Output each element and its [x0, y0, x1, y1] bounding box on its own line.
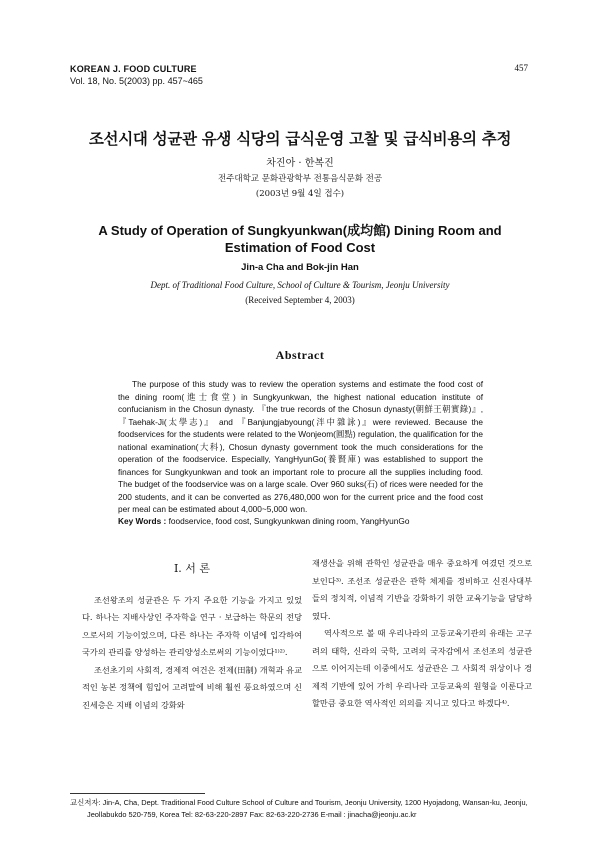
corresponding-author-note: [70, 797, 530, 821]
korean-received-date: (2003년 9월 4일 접수): [255, 189, 345, 199]
korean-authors: 차진아 · 한복진: [266, 158, 334, 169]
english-title-line2: Estimation of Food Cost: [224, 240, 376, 255]
body-column-right: [312, 555, 532, 713]
paragraph: 역사적으로 볼 때 우리나라의 고등교육기관의 유래는 고구려의 태학, 신라의 국학, 고려의 국자감에서 조선조의 성균관으로 이어지는데 이중에서도 성균관은 그 사회적 위상이나 경제적 기반에 있어 가히 우리나라 고등교육의 원형을 이룬다고 할만큼 중요한 역사적인 의의를 지니고 있다고 하겠다⁴⁾.: [312, 628, 532, 708]
journal-header: [70, 63, 203, 87]
page-number: 457: [514, 63, 528, 73]
volume-info: Vol. 18, No. 5(2003) pp. 457~465: [70, 76, 203, 86]
keywords: [118, 516, 498, 526]
corresponding-line1: 교신저자: Jin-A, Cha, Dept. Traditional Food Culture School of Culture and Tourism, Jeonju University, 1200 Hyojadong, Wansan-ku, Jeonju,: [70, 798, 528, 807]
korean-affiliation: 전주대학교 문화관광학부 전통음식문화 전공: [217, 174, 383, 184]
paragraph: 조선초기의 사회적, 경제적 여건은 전제(田制) 개혁과 유교적인 농본 정책에 힘입어 고려말에 비해 훨씬 풍요하였으며 신진세층은 지배 이념의 강화와: [82, 664, 302, 710]
korean-title: 조선시대 성균관 유생 식당의 급식운영 고찰 및 급식비용의 추정: [88, 130, 512, 148]
body-column-left: [82, 555, 302, 714]
journal-name: KOREAN J. FOOD CULTURE: [70, 64, 197, 74]
english-authors: Jin-a Cha and Bok-jin Han: [241, 262, 359, 273]
abstract-text: The purpose of this study was to review the operation systems and estimate the food cost of the dining room(進士食堂) in Sungkyunkwan, the highest national education institute of confucianism in the Chosun dynasty. 『the true records of the Chosun dynasty(朝鮮王朝實錄)』, 『Taehak-Ji(太學志)』 and 『Banjungjabyoung(泮中雜詠)』were reviewed. Because the foodservices for the students were related to the Wonjeom(圓點) regulation, the qualification for the national examination(大科), Chosun dynasty government took the much considerations for the operation of the foodservice. Especially, YangHyunGo(養賢庫) was established to support the finances for Sungkyunkwan and took an important role to procure all the supplies including food. The budget of the foodservice was on a large scale. Over 960 suks(石) of rices were needed for the 200 students, and it can be converted as 276,480,000 won for the current price and the food cost per meal can be estimated about 4,000~5,000 won.: [118, 379, 483, 515]
english-affiliation: Dept. of Traditional Food Culture, School of Culture & Tourism, Jeonju University: [150, 280, 450, 290]
footnote-divider: [70, 793, 205, 794]
english-title: [0, 222, 600, 256]
english-title-line1: A Study of Operation of Sungkyunkwan(成均館) Dining Room and: [98, 223, 502, 238]
keywords-list: foodservice, food cost, Sungkyunkwan dining room, YangHyunGo: [166, 516, 410, 526]
paragraph: 재생산을 위해 관학인 성균관을 매우 중요하게 여겼던 것으로 보인다³⁾. 조선조 성균관은 관학 체제를 정비하고 신진사대부들의 정치적, 이념적 기반을 강화하기 위한 교육기능을 담당하였다.: [312, 558, 532, 621]
corresponding-line2: Jeollabukdo 520-759, Korea Tel: 82-63-220-2897 Fax: 82-63-220-2736 E-mail : jinacha@jeonju.ac.kr: [87, 810, 417, 819]
keywords-label: Key Words :: [118, 516, 167, 526]
abstract-body: [118, 378, 483, 516]
english-received-date: (Received September 4, 2003): [245, 295, 355, 305]
abstract-heading: Abstract: [275, 348, 325, 362]
paragraph: 조선왕조의 성균관은 두 가지 주요한 기능을 가지고 있었다. 하나는 지배사상인 주자학을 연구 · 보급하는 학문의 전당으로서의 기능이었으며, 다른 하나는 주자학 이념에 입각하여 국가의 관리를 양성하는 관리양성소로써의 기능이었다¹⁾²⁾.: [82, 594, 302, 657]
section-heading-introduction: I. 서 론: [173, 562, 211, 575]
